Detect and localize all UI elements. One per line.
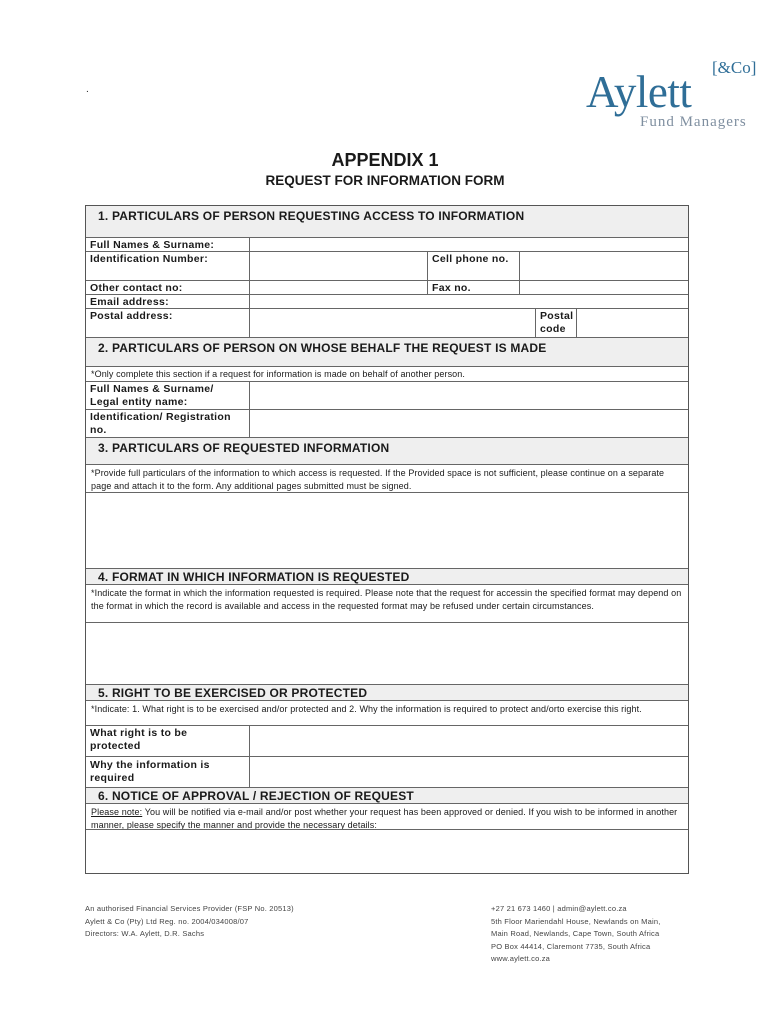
format-field[interactable] <box>86 622 688 684</box>
what-right-field[interactable] <box>249 726 688 756</box>
behalf-id-field[interactable] <box>249 410 688 437</box>
request-form <box>85 205 689 874</box>
page-subtitle: REQUEST FOR INFORMATION FORM <box>265 173 505 188</box>
full-names-row <box>86 237 688 251</box>
other-contact-label: Other contact no: <box>90 282 183 294</box>
logo-subtitle: Fund Managers <box>640 114 747 130</box>
cell-phone-field[interactable] <box>519 252 688 280</box>
postal-code-field[interactable] <box>576 309 688 337</box>
behalf-names-label: Full Names & Surname/ Legal entity name: <box>90 383 214 408</box>
section-6-note <box>86 803 688 829</box>
section-2-heading: 2. PARTICULARS OF PERSON ON WHOSE BEHALF THE REQUEST IS MADE <box>86 337 688 366</box>
footer-right <box>491 903 661 966</box>
email-label: Email address: <box>90 296 169 308</box>
page-dot: . <box>86 84 89 95</box>
full-names-field[interactable] <box>249 238 688 251</box>
what-right-row <box>86 725 688 756</box>
footer-po-box: PO Box 44414, Claremont 7735, South Africa <box>491 941 651 951</box>
page-title: APPENDIX 1 <box>331 150 439 170</box>
behalf-names-row <box>86 381 688 409</box>
email-field[interactable] <box>249 295 688 308</box>
section-6-heading: 6. NOTICE OF APPROVAL / REJECTION OF REQUEST <box>86 787 688 803</box>
postal-address-row <box>86 308 688 337</box>
footer-left <box>85 903 294 941</box>
why-info-row <box>86 756 688 787</box>
footer-address-1: 5th Floor Mariendahl House, Newlands on Main, <box>491 916 661 926</box>
section-5-heading: 5. RIGHT TO BE EXERCISED OR PROTECTED <box>86 684 688 700</box>
other-contact-field[interactable] <box>249 281 427 294</box>
requested-information-field[interactable] <box>86 492 688 568</box>
section-6-note-text: You will be notified via e-mail and/or post whether your request has been approved or denied. If you wish to be informed in another manner, please specify the manner and provide the necessary details: <box>91 807 678 830</box>
company-logo <box>578 58 766 138</box>
footer-directors: Directors: W.A. Aylett, D.R. Sachs <box>85 929 205 938</box>
what-right-label: What right is to be protected <box>90 727 188 752</box>
other-contact-row <box>86 280 688 294</box>
why-info-label: Why the information is required <box>90 759 210 784</box>
footer-fsp: An authorised Financial Services Provider (FSP No. 20513) <box>85 904 294 913</box>
footer-address-2: Main Road, Newlands, Cape Town, South Africa <box>491 929 660 938</box>
footer-website: www.aylett.co.za <box>491 954 551 963</box>
notification-manner-field[interactable] <box>86 829 688 873</box>
identification-field[interactable] <box>249 252 427 280</box>
full-names-label: Full Names & Surname: <box>90 239 215 251</box>
section-1-heading: 1. PARTICULARS OF PERSON REQUESTING ACCESS TO INFORMATION <box>86 206 688 237</box>
section-2-note: *Only complete this section if a request for information is made on behalf of another person. <box>86 366 688 381</box>
email-row <box>86 294 688 308</box>
behalf-id-label: Identification/ Registration no. <box>90 411 231 436</box>
behalf-names-field[interactable] <box>249 382 688 409</box>
postal-address-field[interactable] <box>249 309 535 337</box>
why-info-field[interactable] <box>249 757 688 787</box>
section-3-heading: 3. PARTICULARS OF REQUESTED INFORMATION <box>86 437 688 464</box>
footer-contact: +27 21 673 1460 | admin@aylett.co.za <box>491 904 627 913</box>
footer-reg: Aylett & Co (Pty) Ltd Reg. no. 2004/034008/07 <box>85 916 249 926</box>
fax-label: Fax no. <box>427 281 519 294</box>
identification-row <box>86 251 688 280</box>
section-4-note: *Indicate the format in which the information requested is required. Please note that the request for accessin the specified format may depend on the format in which the record is available and access in the requested format may be refused under certain circumstances. <box>86 584 688 622</box>
cell-phone-label: Cell phone no. <box>427 252 519 280</box>
logo-name: Aylett <box>586 67 692 117</box>
logo-co: [&Co] <box>712 58 757 77</box>
please-note-label: Please note: <box>91 807 143 817</box>
section-4-heading: 4. FORMAT IN WHICH INFORMATION IS REQUESTED <box>86 568 688 584</box>
postal-address-label: Postal address: <box>90 310 173 322</box>
section-3-note: *Provide full particulars of the information to which access is requested. If the Provided space is not sufficient, please continue on a separate page and attach it to the form. Any additional pages submitted must be signed. <box>86 464 688 492</box>
postal-code-label: Postal code <box>535 309 576 337</box>
fax-field[interactable] <box>519 281 688 294</box>
behalf-id-row <box>86 409 688 437</box>
identification-label: Identification Number: <box>90 253 209 265</box>
section-5-note: *Indicate: 1. What right is to be exercised and/or protected and 2. Why the information is required to protect and/orto exercise this right. <box>86 700 688 725</box>
